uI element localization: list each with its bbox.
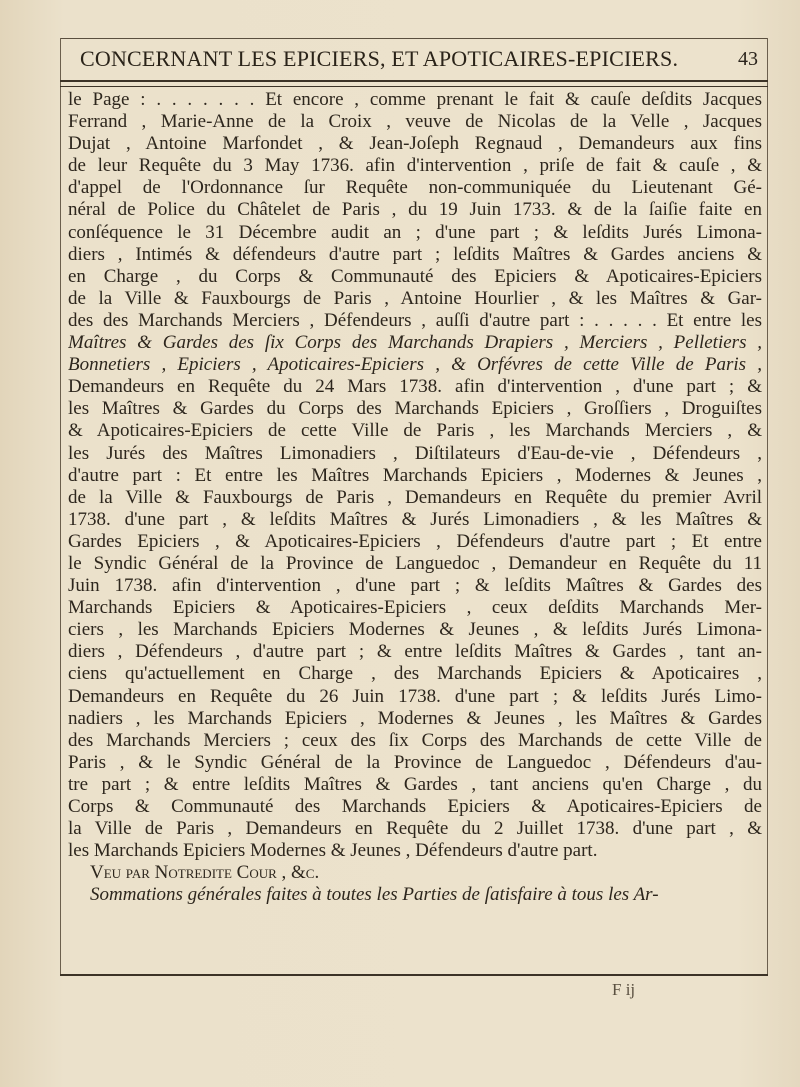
- text-line-italic: Bonnetiers , Epiciers , Apoticaires-Epiciers , & Orfévres de cette Ville de Paris ,: [68, 354, 762, 376]
- text-line: Gardes Epiciers , & Apoticaires-Epiciers , Défendeurs d'autre part ; Et entre: [68, 530, 762, 552]
- header-rule: [60, 80, 768, 87]
- text-line: des Marchands Merciers ; ceux des ſix Corps des Marchands de cette Ville de: [68, 729, 762, 751]
- body-text: [68, 89, 762, 906]
- text-line: néral de Police du Châtelet de Paris , du 19 Juin 1733. & de la ſaiſie faite en: [68, 199, 762, 221]
- text-line: le Syndic Général de la Province de Languedoc , Demandeur en Requête du 11: [68, 552, 762, 574]
- text-line: 1738. d'une part , & leſdits Maîtres & Jurés Limonadiers , & les Maîtres &: [68, 508, 762, 530]
- text-line: de la Ville & Fauxbourgs de Paris , Antoine Hourlier , & les Maîtres & Gar-: [68, 287, 762, 309]
- text-line: Demandeurs en Requête du 26 Juin 1738. d'une part ; & leſdits Jurés Limo-: [68, 685, 762, 707]
- running-title: CONCERNANT LES EPICIERS, ET APOTICAIRES-EPICIERS.: [80, 46, 679, 71]
- text-line: nadiers , les Marchands Epiciers , Modernes & Jeunes , les Maîtres & Gardes: [68, 707, 762, 729]
- text-line: & Apoticaires-Epiciers de cette Ville de Paris , les Marchands Merciers , &: [68, 420, 762, 442]
- text-line: les Maîtres & Gardes du Corps des Marchands Epiciers , Groſſiers , Droguiſtes: [68, 398, 762, 420]
- text-line: Juin 1738. afin d'intervention , d'une part ; & leſdits Maîtres & Gardes des: [68, 575, 762, 597]
- text-line: diers , Intimés & défendeurs d'autre part ; leſdits Maîtres & Gardes anciens &: [68, 243, 762, 265]
- text-line: conſéquence le 31 Décembre audit an ; d'une part ; & leſdits Jurés Limona-: [68, 221, 762, 243]
- text-line: les Jurés des Maîtres Limonadiers , Diſtilateurs d'Eau-de-vie , Défendeurs ,: [68, 442, 762, 464]
- signature-mark: F ij: [612, 980, 636, 999]
- text-line: Paris , & le Syndic Général de la Province de Languedoc , Défendeurs d'au-: [68, 751, 762, 773]
- text-line: d'autre part : Et entre les Maîtres Marchands Epiciers , Modernes & Jeunes ,: [68, 464, 762, 486]
- last-line: Sommations générales faites à toutes les Parties de ſatisfaire à tous les Ar-: [90, 884, 659, 906]
- text-line: Ferrand , Marie-Anne de la Croix , veuve de Nicolas de la Velle , Jacques: [68, 111, 762, 133]
- veu-line: Veu par Notredite Cour , &c.: [90, 862, 320, 884]
- text-line: de la Ville & Fauxbourgs de Paris , Demandeurs en Requête du premier Avril: [68, 486, 762, 508]
- text-line: de leur Requête du 3 May 1736. afin d'intervention , priſe de fait & cauſe , &: [68, 155, 762, 177]
- page-header: [66, 46, 766, 78]
- text-line: Dujat , Antoine Marfondet , & Jean-Joſeph Regnaud , Demandeurs aux fins: [68, 133, 762, 155]
- text-line: ciens qu'actuellement en Charge , des Marchands Epiciers & Apoticaires ,: [68, 663, 762, 685]
- text-line: ciers , les Marchands Epiciers Modernes & Jeunes , & leſdits Jurés Limona-: [68, 619, 762, 641]
- page-number: 43: [738, 48, 758, 70]
- text-line: Corps & Communauté des Marchands Epiciers & Apoticaires-Epiciers de: [68, 796, 762, 817]
- text-line: les Marchands Epiciers Modernes & Jeunes , Défendeurs d'autre part.: [68, 840, 598, 862]
- text-line: le Page : . . . . . . . Et encore , comme prenant le fait & cauſe deſdits Jacques: [68, 89, 762, 110]
- bottom-rule: [60, 974, 768, 976]
- text-line: Demandeurs en Requête du 24 Mars 1738. afin d'intervention , d'une part ; &: [68, 376, 762, 398]
- text-line-italic: Maîtres & Gardes des ſix Corps des Marchands Drapiers , Merciers , Pelletiers ,: [68, 332, 762, 354]
- text-line: diers , Défendeurs , d'autre part ; & entre leſdits Maîtres & Gardes , tant an-: [68, 641, 762, 663]
- text-line: des des Marchands Merciers , Défendeurs , auſſi d'autre part : . . . . . Et entre les: [68, 309, 762, 331]
- text-line: la Ville de Paris , Demandeurs en Requête du 2 Juillet 1738. d'une part , &: [68, 818, 762, 840]
- text-line: en Charge , du Corps & Communauté des Epiciers & Apoticaires-Epiciers: [68, 265, 762, 287]
- text-line: Marchands Epiciers & Apoticaires-Epiciers , ceux deſdits Marchands Mer-: [68, 597, 762, 619]
- text-line: d'appel de l'Ordonnance ſur Requête non-communiquée du Lieutenant Gé-: [68, 177, 762, 199]
- text-line: tre part ; & entre leſdits Maîtres & Gardes , tant anciens qu'en Charge , du: [68, 773, 762, 795]
